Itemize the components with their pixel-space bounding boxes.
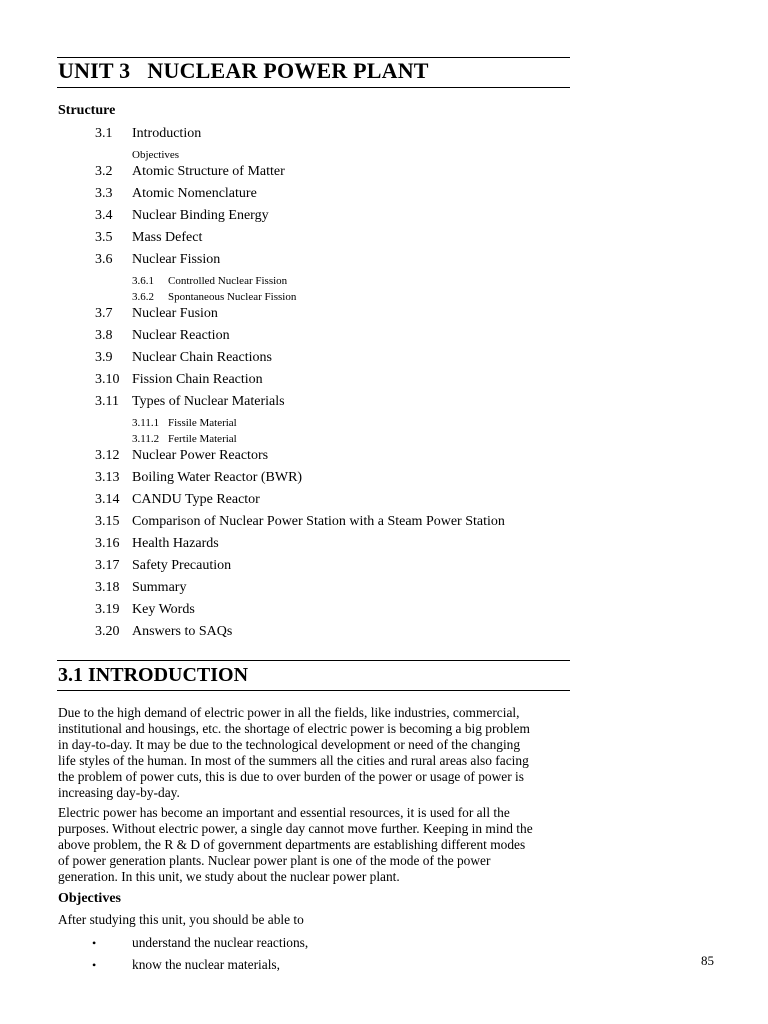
toc-title: Atomic Nomenclature	[132, 186, 257, 201]
section-bottom-rule	[57, 690, 570, 691]
toc-number: 3.9	[95, 350, 113, 365]
text-line: increasing day-by-day.	[58, 785, 180, 800]
toc-title: Nuclear Fusion	[132, 306, 218, 321]
toc-number: 3.3	[95, 186, 113, 201]
page-number: 85	[701, 953, 714, 968]
toc-subtitle: Controlled Nuclear Fission	[168, 275, 288, 287]
toc-entry	[95, 623, 565, 645]
toc-title: Safety Precaution	[132, 558, 232, 573]
toc-number: 3.15	[95, 514, 120, 529]
toc-title: Nuclear Chain Reactions	[132, 350, 272, 365]
toc-title: Boiling Water Reactor (BWR)	[132, 470, 303, 485]
toc-subtitle: Fissile Material	[168, 417, 237, 429]
table-of-contents	[95, 125, 565, 645]
objectives-heading: Objectives	[58, 891, 121, 906]
toc-number: 3.6	[95, 252, 113, 267]
bullet-icon: •	[92, 936, 97, 950]
toc-title: Nuclear Reaction	[132, 328, 230, 343]
toc-subtitle: Fertile Material	[168, 433, 237, 445]
text-line: in day-to-day. It may be due to the technological development or need of the changing	[58, 737, 521, 752]
objectives-list	[92, 935, 308, 979]
toc-entry	[95, 125, 565, 147]
toc-number: 3.18	[95, 580, 120, 595]
toc-number: 3.20	[95, 624, 120, 639]
toc-title: Nuclear Fission	[132, 252, 221, 267]
toc-title: CANDU Type Reactor	[132, 492, 260, 507]
text-line: the problem of power cuts, this is due to over burden of the power or usage of power is	[58, 769, 524, 784]
toc-number: 3.7	[95, 306, 113, 321]
structure-heading: Structure	[58, 103, 116, 118]
toc-title: Answers to SAQs	[132, 624, 233, 639]
toc-subtitle: Spontaneous Nuclear Fission	[168, 291, 297, 303]
toc-number: 3.10	[95, 372, 120, 387]
toc-title: Nuclear Binding Energy	[132, 208, 269, 223]
text-line: Electric power has become an important and essential resources, it is used for all the	[58, 805, 510, 820]
intro-paragraph-2	[58, 805, 570, 885]
toc-title: Mass Defect	[132, 230, 203, 245]
title-underline	[57, 87, 570, 88]
toc-number: 3.4	[95, 208, 113, 223]
toc-entry	[95, 251, 565, 273]
toc-entry	[95, 557, 565, 579]
section-top-rule	[57, 660, 570, 661]
objectives-intro: After studying this unit, you should be able to	[58, 912, 304, 927]
text-line: life styles of the human. In most of the summers all the cities and rural areas also facing	[58, 753, 529, 768]
toc-entry	[95, 601, 565, 623]
toc-number: 3.17	[95, 558, 120, 573]
toc-number: 3.8	[95, 328, 113, 343]
toc-entry	[95, 349, 565, 371]
toc-title: Comparison of Nuclear Power Station with a Steam Power Station	[132, 514, 505, 529]
toc-number: 3.16	[95, 536, 120, 551]
toc-subentry	[95, 289, 565, 305]
toc-subentry	[95, 147, 565, 163]
text-line: institutional and housings, etc. the shortage of electric power is becoming a big problem	[58, 721, 530, 736]
toc-entry	[95, 185, 565, 207]
toc-subnumber: 3.11.2	[132, 433, 160, 445]
toc-entry	[95, 447, 565, 469]
toc-number: 3.13	[95, 470, 120, 485]
toc-title: Atomic Structure of Matter	[132, 164, 285, 179]
toc-number: 3.1	[95, 126, 113, 141]
list-item	[92, 935, 308, 957]
toc-title: Nuclear Power Reactors	[132, 448, 269, 463]
intro-paragraph-1	[58, 705, 570, 801]
toc-entry	[95, 327, 565, 349]
toc-entry	[95, 229, 565, 251]
toc-entry	[95, 207, 565, 229]
text-line: generation. In this unit, we study about the nuclear power plant.	[58, 869, 400, 884]
toc-number: 3.2	[95, 164, 113, 179]
toc-entry	[95, 305, 565, 327]
list-item-text: understand the nuclear reactions,	[132, 935, 309, 950]
toc-entry	[95, 579, 565, 601]
toc-entry	[95, 469, 565, 491]
text-line: above problem, the R & D of government departments are establishing different modes	[58, 837, 526, 852]
toc-title: Fission Chain Reaction	[132, 372, 263, 387]
toc-entry	[95, 393, 565, 415]
toc-number: 3.11	[95, 394, 119, 409]
toc-subnumber: 3.6.1	[132, 275, 154, 287]
bullet-icon: •	[92, 958, 97, 972]
toc-entry	[95, 535, 565, 557]
toc-entry	[95, 163, 565, 185]
unit-title: UNIT 3 NUCLEAR POWER PLANT	[58, 58, 429, 83]
toc-title: Summary	[132, 580, 187, 595]
toc-title: Key Words	[132, 602, 195, 617]
text-line: purposes. Without electric power, a single day cannot move further. Keeping in mind the	[58, 821, 533, 836]
toc-entry	[95, 513, 565, 535]
section-title: 3.1 INTRODUCTION	[58, 664, 249, 686]
list-item	[92, 957, 308, 979]
toc-number: 3.12	[95, 448, 120, 463]
toc-title: Types of Nuclear Materials	[132, 394, 285, 409]
text-line: of power generation plants. Nuclear power plant is one of the mode of the power	[58, 853, 491, 868]
toc-number: 3.5	[95, 230, 113, 245]
toc-subentry	[95, 273, 565, 289]
toc-number: 3.19	[95, 602, 120, 617]
text-line: Due to the high demand of electric power in all the fields, like industries, commercial,	[58, 705, 520, 720]
toc-entry	[95, 491, 565, 513]
toc-title: Health Hazards	[132, 536, 219, 551]
toc-entry	[95, 371, 565, 393]
toc-number: 3.14	[95, 492, 120, 507]
toc-subentry	[95, 415, 565, 431]
toc-subnumber: 3.6.2	[132, 291, 154, 303]
list-item-text: know the nuclear materials,	[132, 957, 280, 972]
toc-subnumber: 3.11.1	[132, 417, 160, 429]
toc-title: Introduction	[132, 126, 202, 141]
toc-subentry	[95, 431, 565, 447]
toc-subtitle: Objectives	[132, 149, 180, 161]
